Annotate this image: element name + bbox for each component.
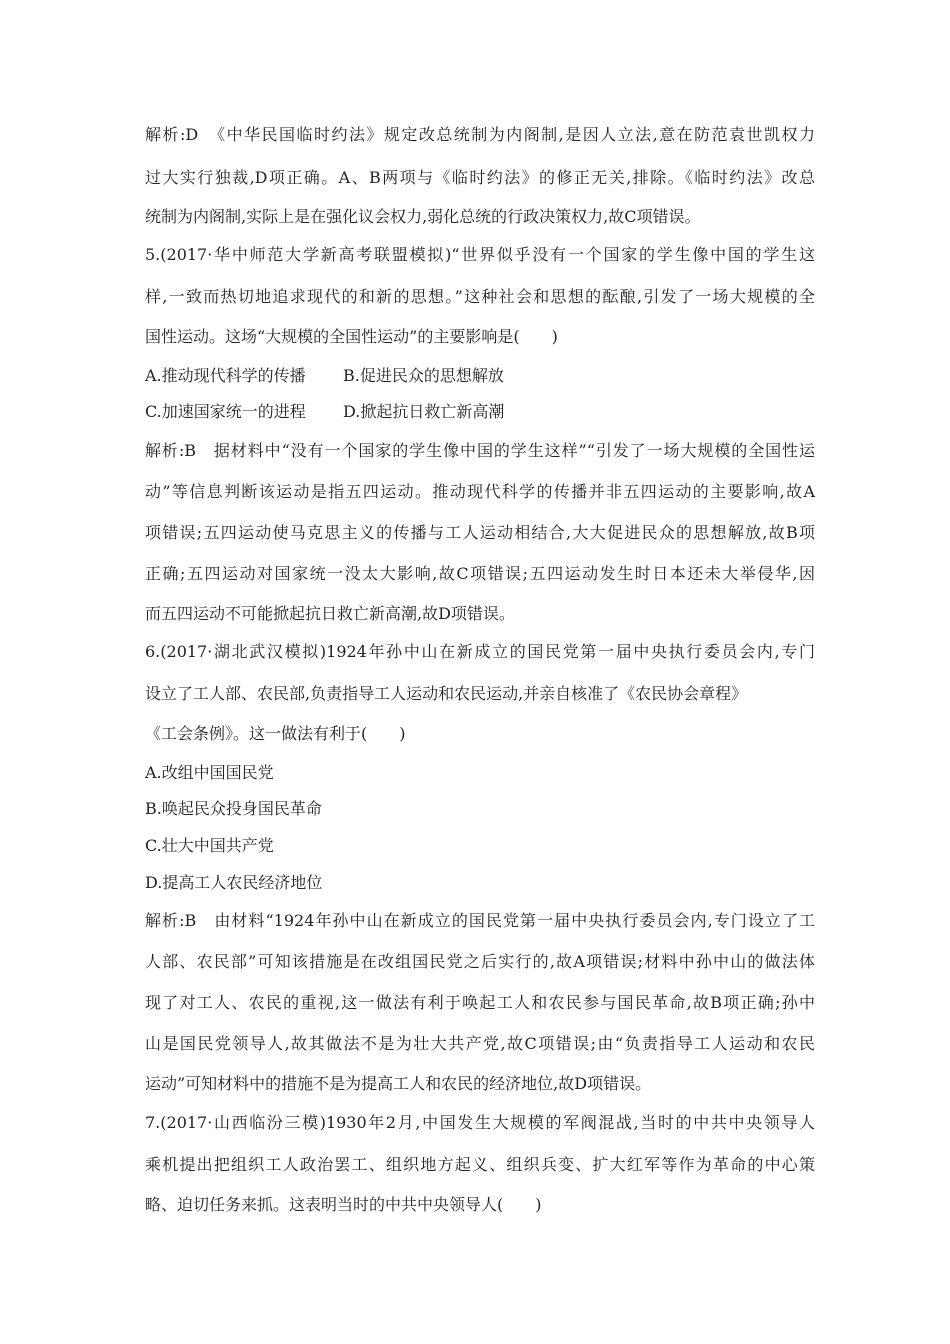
q4-analysis-line: 解析:D 《中华民国临时约法》规定改总统制为内阁制,是因人立法,意在防范袁世凯权力	[145, 125, 815, 144]
q5-stem-line: 样,一致而热切地追求现代的和新的思想。”这种社会和思想的酝酿,引发了一场大规模的全	[145, 287, 815, 306]
q6-stem-line: 设立了工人部、农民部,负责指导工人运动和农民运动,并亲自核准了《农民协会章程》	[145, 684, 748, 703]
q5-option-d: D.掀起抗日救亡新高潮	[343, 402, 505, 421]
q5-option-b: B.促进民众的思想解放	[343, 366, 504, 385]
q6-analysis-line: 现了对工人、农民的重视,这一做法有利于唤起工人和农民参与国民革命,故B项正确;孙中	[145, 993, 815, 1012]
q5-analysis-line: 动”等信息判断该运动是指五四运动。推动现代科学的传播并非五四运动的主要影响,故A	[145, 482, 815, 501]
q7-stem-line: 略、迫切任务来抓。这表明当时的中共中央领导人( )	[145, 1195, 542, 1214]
q5-analysis-line: 而五四运动不可能掀起抗日救亡新高潮,故D项错误。	[145, 604, 515, 623]
q6-analysis-line: 解析:B 由材料“1924年孙中山在新成立的国民党第一届中央执行委员会内,专门设立了工	[145, 911, 815, 930]
q5-stem-line: 5.(2017·华中师范大学新高考联盟模拟)“世界似乎没有一个国家的学生像中国的学生这	[145, 245, 815, 264]
q6-stem-line: 《工会条例》。这一做法有利于( )	[145, 724, 406, 743]
q6-option-a: A.改组中国国民党	[145, 763, 274, 782]
q6-option-b: B.唤起民众投身国民革命	[145, 799, 322, 818]
q6-analysis-line: 运动”可知材料中的措施不是为提高工人和农民的经济地位,故D项错误。	[145, 1074, 652, 1093]
q5-analysis-line: 解析:B 据材料中“没有一个国家的学生像中国的学生这样”“引发了一场大规模的全国性运	[145, 441, 815, 460]
q7-stem-line: 7.(2017·山西临汾三模)1930年2月,中国发生大规模的军阀混战,当时的中共中央领导人	[145, 1113, 815, 1132]
q6-analysis-line: 山是国民党领导人,故其做法不是为壮大共产党,故C项错误;由“负责指导工人运动和农民	[145, 1034, 815, 1053]
q6-option-d: D.提高工人农民经济地位	[145, 873, 323, 892]
q4-analysis-line: 统制为内阁制,实际上是在强化议会权力,弱化总统的行政决策权力,故C项错误。	[145, 207, 701, 226]
q7-stem-line: 乘机提出把组织工人政治罢工、组织地方起义、组织兵变、扩大红军等作为革命的中心策	[145, 1155, 815, 1174]
q5-analysis-line: 正确;五四运动对国家统一没太大影响,故C项错误;五四运动发生时日本还未大举侵华,因	[145, 564, 815, 583]
q6-stem-line: 6.(2017·湖北武汉模拟)1924年孙中山在新成立的国民党第一届中央执行委员会内,专门	[145, 642, 815, 661]
q5-option-c: C.加速国家统一的进程	[145, 402, 306, 421]
q6-analysis-line: 人部、农民部”可知该措施是在改组国民党之后实行的,故A项错误;材料中孙中山的做法体	[145, 952, 815, 971]
q5-stem-line: 国性运动。这场“大规模的全国性运动”的主要影响是( )	[145, 327, 558, 346]
q5-option-a: A.推动现代科学的传播	[145, 366, 306, 385]
q5-analysis-line: 项错误;五四运动使马克思主义的传播与工人运动相结合,大大促进民众的思想解放,故B项	[145, 523, 815, 542]
q4-analysis-line: 过大实行独裁,D项正确。A、B两项与《临时约法》的修正无关,排除。《临时约法》改总	[145, 168, 815, 187]
q6-option-c: C.壮大中国共产党	[145, 836, 274, 855]
